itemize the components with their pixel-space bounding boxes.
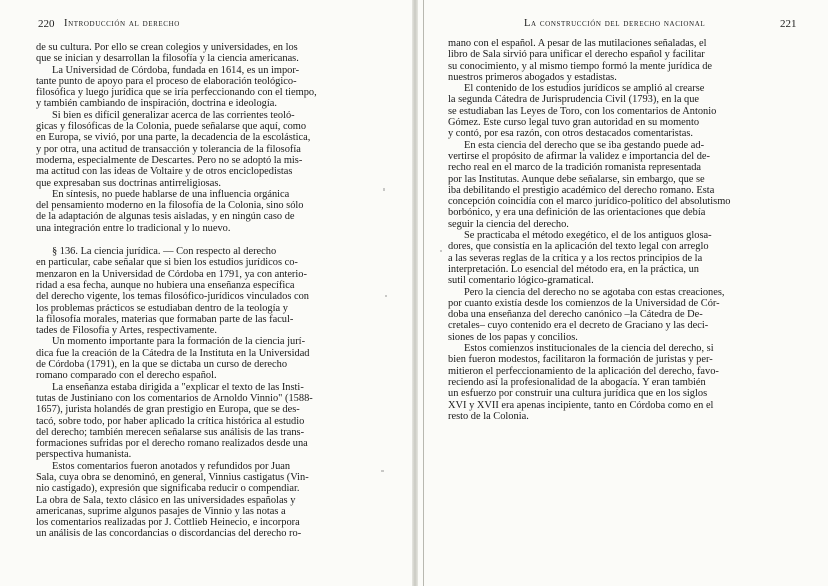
text-line: doba una enseñanza del derecho canónico –la Cátedra de De- [448,309,703,321]
text-line: 1657), jurista holandés de gran prestigio en Europa, que se des- [36,404,300,416]
text-line: sutil comentario lógico-gramatical. [448,275,594,287]
gutter-line [423,0,424,586]
text-line: gicas y filosóficas de la Colonia, puede señalarse que aquí, como [36,121,307,133]
text-line: tante punto de apoyo para el proceso de elaboración teológico- [36,75,297,87]
text-line: reciendo así la profesionalidad de la abogacía. Y eran también [448,376,706,388]
text-line: XVI y XVII era apenas incipiente, tanto en Córdoba como en el [448,399,714,411]
text-line: americanas, suprime algunos pasajes de Vinnio y las notas a [36,505,286,517]
text-line: en Europa, se vivió, por una parte, la decadencia de la escolástica, [36,132,311,144]
text-line: Un momento importante para la formación de la ciencia jurí- [52,336,306,348]
left-page [0,0,400,586]
text-line: seguir la ciencia del derecho. [448,218,569,230]
text-line: Se practicaba el método exegético, el de los antiguos glosa- [464,230,712,242]
text-line: del derecho; también merecen señalarse sus análisis de las trans- [36,426,305,438]
body-text [448,38,800,422]
text-line: vertirse el propósito de afirmar la validez e importancia del de- [448,150,710,162]
text-line: en particular, cabe señalar que si bien los estudios jurídicos co- [36,257,298,269]
section-gap [36,234,380,246]
text-line: Sala, cuya obra se denominó, en general, Vinnius castigatus (Vin- [36,471,309,483]
scan-speck [385,295,387,297]
text-line: del derecho vigente, los temas filosófico-jurídicos vinculados con [36,291,309,303]
text-line: del pensamiento moderno en la filosofía de la Colonia, sino sólo [36,200,304,212]
text-line: un esfuerzo por construir una cultura jurídica que en los siglos [448,388,708,400]
text-line: un análisis de las concordancias o discordancias del derecho ro- [36,528,302,540]
text-line: ma actitud con las ideas de Voltaire y de otros enciclopedistas [36,166,293,178]
text-line: de Córdoba (1791), en la que se dictaba un curso de derecho [36,359,288,371]
text-line: interpretación. Lo esencial del método era, en la práctica, un [448,263,699,275]
text-line: su conocimiento, y al mismo tiempo formó la mente jurídica de [448,60,713,72]
scan-speck [381,470,384,472]
text-line: Estos comentarios fueron anotados y refundidos por Juan [52,460,291,472]
text-line: que se inician y desarrollan la filosofía y la ciencia americanas. [36,53,299,65]
scan-speck [383,188,385,191]
text-line: libro de Sala sirvió para unificar el derecho español y facilitar [448,49,705,61]
text-line: resto de la Colonia. [448,410,529,422]
text-line: a las severas reglas de la crítica y a los rectos principios de la [448,252,703,264]
text-line: que expresaban sus doctrinas antirreligiosas. [36,177,221,189]
running-head: Introducción al derecho [64,18,180,29]
text-line: moderna, especialmente de Descartes. Pero no se adoptó la mis- [36,154,303,166]
text-line: y contó, por esa razón, con otros destacados comentaristas. [448,128,693,140]
text-line: cretales– cuyo contenido era el decreto de Graciano y las deci- [448,320,709,332]
text-line: los problemas prácticos se estudiaban dentro de la teología y [36,302,288,314]
text-line: Gómez. Este curso legal tuvo gran autoridad en su momento [448,117,700,129]
text-line: mano con el español. A pesar de las mutilaciones señaladas, el [448,38,707,49]
text-line: y también cambiando de inspiración, doctrina e ideología. [36,98,277,110]
text-line: y por otra, una actitud de transacción y tolerancia de la filosofía [36,143,301,155]
text-line: tades de Filosofía y Artes, respectivamente. [36,325,217,337]
text-line: filosófica y luego jurídica que se iría perfeccionando con el tiempo, [36,87,317,99]
page-number: 221 [780,18,797,30]
text-line: ridad a esa fecha, aunque no hubiera una enseñanza específica [36,279,295,291]
text-line: romano comparado con el derecho español. [36,370,217,382]
text-line: menzaron en la Universidad de Córdoba en 1791, ya con anterio- [36,268,307,280]
text-line: dica fue la creación de la Cátedra de la Instituta en la Universidad [36,347,310,359]
text-line: la filosofía morales, materias que formaban parte de las facul- [36,313,294,325]
page-number: 220 [38,18,55,30]
text-line: Estos comienzos institucionales de la ciencia del derecho, si [464,343,714,355]
text-line: tutas de Justiniano con los comentarios de Arnoldo Vinnio" (1588- [36,392,313,404]
text-line: una integración entre lo tradicional y lo nuevo. [36,222,231,234]
text-line: nuestros primeros abogados y estadistas. [448,71,617,83]
right-page [428,0,828,586]
book-gutter [412,0,418,586]
text-line: por cuanto existía desde los comienzos de la Universidad de Cór- [448,297,720,309]
text-line: En esta ciencia del derecho que se iba gestando puede ad- [464,139,705,151]
text-line: se estudiaban las Leyes de Toro, con los comentarios de Antonio [448,105,717,117]
text-line: la segunda Cátedra de Jurisprudencia Civil (1793), en la que [448,94,700,106]
text-line: borbónico, y era una definición de las orientaciones que debía [448,207,706,219]
text-line: perspectiva humanista. [36,449,132,461]
text-line: bien fueron modestos, facilitaron la formación de juristas y per- [448,354,713,366]
text-line: En síntesis, no puede hablarse de una influencia orgánica [52,188,290,200]
text-line: iba debilitando el prestigio académico del derecho romano. Esta [448,184,715,196]
text-line: concepción coincidía con el marco jurídico-político del absolutismo [448,196,731,208]
text-line: La enseñanza estaba dirigida a "explicar el texto de las Insti- [52,381,304,393]
text-line: El contenido de los estudios jurídicos se amplió al crearse [464,83,705,95]
text-line: los comentarios realizadas por J. Cottlieb Heinecio, e incorpora [36,517,300,529]
text-line: dores, que consistía en la aplicación del texto legal con arreglo [448,241,709,253]
text-line: tacó, sobre todo, por haber aplicado la crítica histórica al estudio [36,415,305,427]
text-line: por las Institutas. Aunque debe señalarse, sin embargo, que se [448,173,705,185]
text-line: siones de los papas y concilios. [448,331,578,343]
body-text [36,42,380,540]
text-line: La obra de Sala, texto clásico en las universidades españolas y [36,494,296,506]
text-line: recho real en el marco de la tradición romanista representada [448,162,701,174]
running-head: La construcción del derecho nacional [524,18,706,29]
text-line: nio castigado), expresión que significaba reducir o compendiar. [36,483,300,495]
text-line: La Universidad de Córdoba, fundada en 1614, es un impor- [52,64,300,76]
text-line: mitieron el perfeccionamiento de la aplicación del derecho, favo- [448,365,719,377]
text-line: de su cultura. Por ello se crean colegios y universidades, en los [36,42,298,53]
text-line: § 136. La ciencia jurídica. — Con respecto al derecho [52,246,277,258]
text-line: Si bien es difícil generalizar acerca de las corrientes teoló- [52,109,295,121]
text-line: de la adaptación de algunas tesis aisladas, y en ningún caso de [36,211,295,223]
scan-speck [440,250,442,252]
text-line: Pero la ciencia del derecho no se agotaba con estas creaciones, [464,286,725,298]
text-line: formaciones sufridas por el derecho romano realizados desde una [36,438,308,450]
